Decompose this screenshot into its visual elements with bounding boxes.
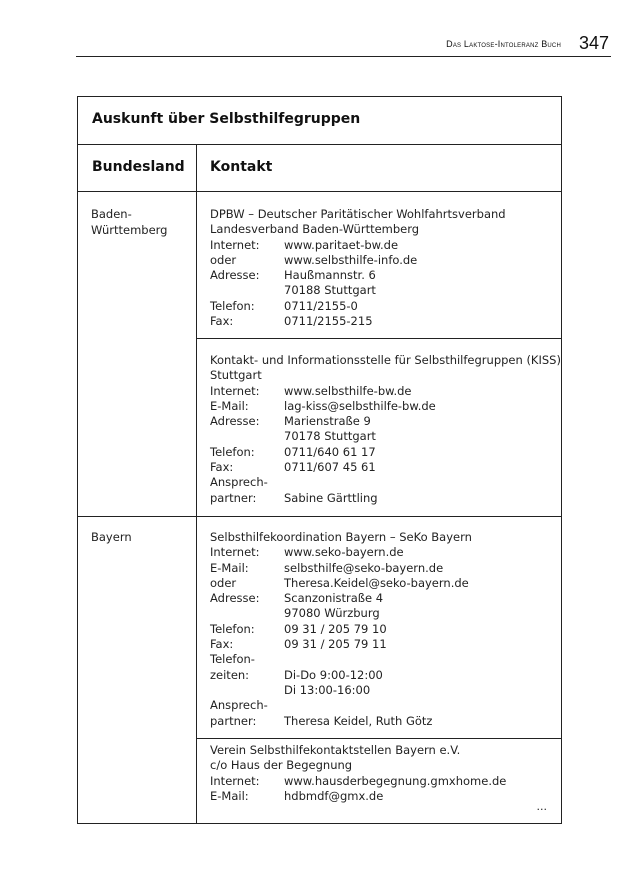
field-label: Internet:: [210, 545, 260, 560]
column-divider: [196, 144, 197, 823]
entry-name-line: c/o Haus der Begegnung: [210, 758, 353, 773]
contact-field-row: [210, 714, 555, 729]
state-divider: [78, 516, 561, 517]
field-value: hdbmdf@gmx.de: [284, 788, 384, 803]
title-divider: [78, 144, 561, 145]
entry-name-line: Kontakt- und Informationsstelle für Selbsthilfegruppen (KISS): [210, 353, 561, 367]
field-label: partner:: [210, 713, 257, 728]
field-label: oder: [210, 575, 237, 590]
field-label: Telefon:: [210, 621, 255, 636]
contact-field-row: [210, 253, 555, 268]
entry-name-line: Stuttgart: [210, 368, 262, 383]
state-label-line: Bayern: [91, 530, 132, 544]
contact-field-row: [210, 652, 555, 667]
field-label: [210, 683, 284, 698]
table-title: Auskunft über Selbsthilfegruppen: [92, 111, 361, 127]
contact-field-row: [210, 491, 555, 506]
field-value: Di 13:00-16:00: [284, 682, 371, 697]
contact-entry-seko: [210, 530, 555, 729]
entry-name-line: DPBW – Deutscher Paritätischer Wohlfahrtsverband: [210, 207, 506, 221]
contact-field-row: [210, 238, 555, 253]
field-value: Di-Do 9:00-12:00: [284, 667, 383, 682]
state-baden-wuerttemberg: [91, 207, 167, 238]
field-value: Haußmannstr. 6: [284, 268, 376, 283]
field-label: zeiten:: [210, 667, 250, 682]
contact-field-row: [210, 399, 555, 414]
field-label: Telefon:: [210, 444, 255, 459]
entry-divider: [197, 338, 561, 339]
field-label: Fax:: [210, 460, 234, 475]
field-label: Adresse:: [210, 268, 260, 283]
field-label: Ansprech-: [210, 698, 268, 713]
field-value: Marienstraße 9: [284, 414, 371, 429]
field-value: www.seko-bayern.de: [284, 545, 404, 560]
continuation-mark: ...: [536, 800, 547, 813]
entry-name-line: Selbsthilfekoordination Bayern – SeKo Bayern: [210, 530, 472, 544]
header-divider: [78, 191, 561, 192]
contact-field-row: [210, 637, 555, 652]
field-label: Ansprech-: [210, 475, 268, 490]
contact-field-row: [210, 606, 555, 621]
support-groups-table: [77, 96, 562, 824]
field-value: selbsthilfe@seko-bayern.de: [284, 560, 444, 575]
state-label-line: Württemberg: [91, 222, 168, 237]
column-header-contact: Kontakt: [210, 159, 273, 175]
contact-field-row: [210, 460, 555, 475]
field-label: E-Mail:: [210, 560, 249, 575]
field-label: Telefon:: [210, 298, 255, 313]
field-value: 70188 Stuttgart: [284, 283, 376, 298]
contact-field-row: [210, 445, 555, 460]
field-value: lag-kiss@selbsthilfe-bw.de: [284, 398, 436, 413]
contact-entry-dpbw: [210, 207, 555, 329]
field-label: Telefon-: [210, 652, 255, 667]
entry-divider: [197, 738, 561, 739]
contact-entry-kiss: [210, 353, 561, 506]
contact-field-row: [210, 414, 555, 429]
book-title: Das Laktose-Intoleranz Buch: [446, 39, 561, 49]
field-value: 0711/2155-0: [284, 298, 358, 313]
field-label: Adresse:: [210, 414, 260, 429]
field-value: www.selbsthilfe-bw.de: [284, 383, 412, 398]
running-header: [76, 34, 611, 57]
field-label: E-Mail:: [210, 788, 249, 803]
field-label: partner:: [210, 490, 257, 505]
state-bayern: [91, 530, 132, 546]
contact-field-row: [210, 698, 555, 713]
field-label: [210, 283, 284, 298]
contact-field-row: [210, 622, 555, 637]
field-value: www.selbsthilfe-info.de: [284, 252, 418, 267]
field-label: [210, 606, 284, 621]
contact-field-row: [210, 268, 555, 283]
page-number: 347: [578, 33, 609, 53]
contact-field-row: [210, 475, 555, 490]
field-label: Internet:: [210, 237, 260, 252]
entry-name-line: Landesverband Baden-Württemberg: [210, 222, 420, 237]
field-value: 97080 Würzburg: [284, 606, 380, 621]
field-value: www.paritaet-bw.de: [284, 237, 399, 252]
field-value: 09 31 / 205 79 11: [284, 637, 387, 652]
field-label: Adresse:: [210, 591, 260, 606]
contact-field-row: [210, 576, 555, 591]
contact-field-row: [210, 591, 555, 606]
field-value: 70178 Stuttgart: [284, 429, 376, 444]
field-label: oder: [210, 252, 237, 267]
entry-name-line: Verein Selbsthilfekontaktstellen Bayern e.V.: [210, 743, 461, 757]
field-value: www.hausderbegegnung.gmxhome.de: [284, 773, 507, 788]
field-label: Fax:: [210, 314, 234, 329]
field-label: Internet:: [210, 383, 260, 398]
field-value: 0711/640 61 17: [284, 444, 376, 459]
contact-field-row: [210, 314, 555, 329]
contact-field-row: [210, 283, 555, 298]
field-value: 0711/607 45 61: [284, 460, 376, 475]
contact-field-row: [210, 561, 555, 576]
field-value: 09 31 / 205 79 10: [284, 621, 387, 636]
field-label: Fax:: [210, 637, 234, 652]
field-value: Sabine Gärttling: [284, 490, 378, 505]
column-header-state: Bundesland: [92, 159, 185, 175]
contact-field-row: [210, 384, 555, 399]
field-label: Internet:: [210, 773, 260, 788]
state-label-line: Baden-: [91, 207, 132, 221]
field-label: E-Mail:: [210, 398, 249, 413]
contact-field-row: [210, 668, 555, 683]
contact-field-row: [210, 299, 555, 314]
contact-field-row: [210, 774, 555, 789]
contact-field-row: [210, 545, 555, 560]
field-label: [210, 429, 284, 444]
contact-field-row: [210, 429, 555, 444]
field-value: Theresa Keidel, Ruth Götz: [284, 713, 433, 728]
field-value: Theresa.Keidel@seko-bayern.de: [284, 575, 469, 590]
contact-field-row: [210, 789, 555, 804]
contact-field-row: [210, 683, 555, 698]
contact-entry-verein: [210, 743, 555, 804]
field-value: 0711/2155-215: [284, 314, 373, 329]
field-value: Scanzonistraße 4: [284, 591, 384, 606]
